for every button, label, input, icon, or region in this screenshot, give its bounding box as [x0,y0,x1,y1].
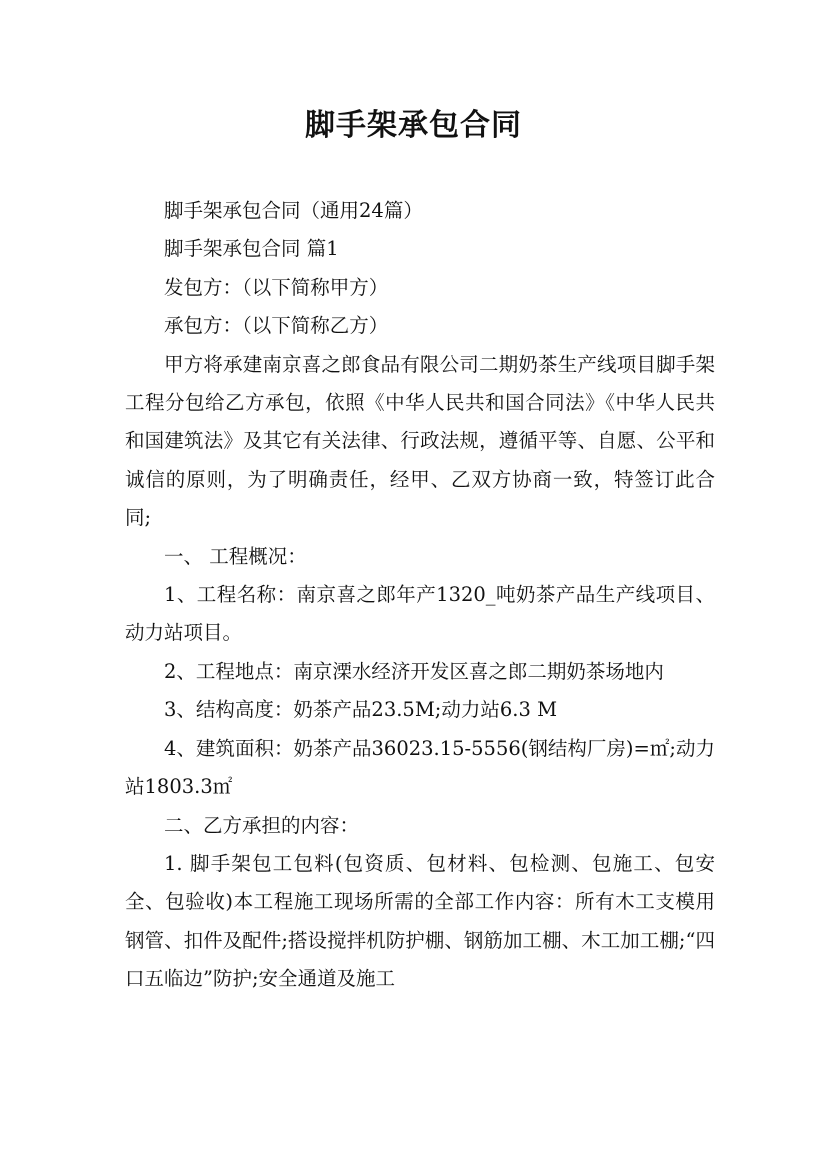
paragraph-party-a: 发包方：（以下简称甲方） [164,275,389,299]
paragraph-project-name: 1、工程名称：南京喜之郎年产1320_吨奶茶产品生产线项目、动力站项目。 [125,583,715,645]
paragraph-scope-heading: 二、乙方承担的内容： [164,813,360,837]
paragraph-scope-item-1: 1. 脚手架包工包料(包资质、包材料、包检测、包施工、包安全、包验收)本工程施工现场所需的全部工作内容：所有木工支模用钢管、扣件及配件;搭设搅拌机防护棚、钢筋加工棚、木工加工棚;“四口五临边”防护;安全通道及施工 [125,851,715,991]
paragraph-party-b: 承包方：（以下简称乙方） [164,314,389,338]
paragraph-preamble: 甲方将承建南京喜之郎食品有限公司二期奶茶生产线项目脚手架工程分包给乙方承包，依照《中华人民共和国合同法》《中华人民共和国建筑法》及其它有关法律、行政法规，遵循平等、自愿、公平和诚信的原则，为了明确责任，经甲、乙双方协商一致，特签订此合同; [125,352,715,530]
paragraph-section-title: 脚手架承包合同 篇1 [164,237,339,261]
document-body [125,192,715,999]
paragraph-overview-heading: 一、 工程概况： [164,544,307,568]
paragraph-structure-height: 3、结构高度：奶茶产品23.5M;动力站6.3 M [164,698,558,722]
paragraph-project-location: 2、工程地点：南京溧水经济开发区喜之郎二期奶茶场地内 [164,659,664,683]
document-title: 脚手架承包合同 [305,108,522,143]
paragraph-building-area: 4、建筑面积：奶茶产品36023.15-5556(钢结构厂房)=㎡;动力站1803.3㎡ [125,736,715,799]
paragraph-heading: 脚手架承包合同（通用24篇） [164,199,423,222]
